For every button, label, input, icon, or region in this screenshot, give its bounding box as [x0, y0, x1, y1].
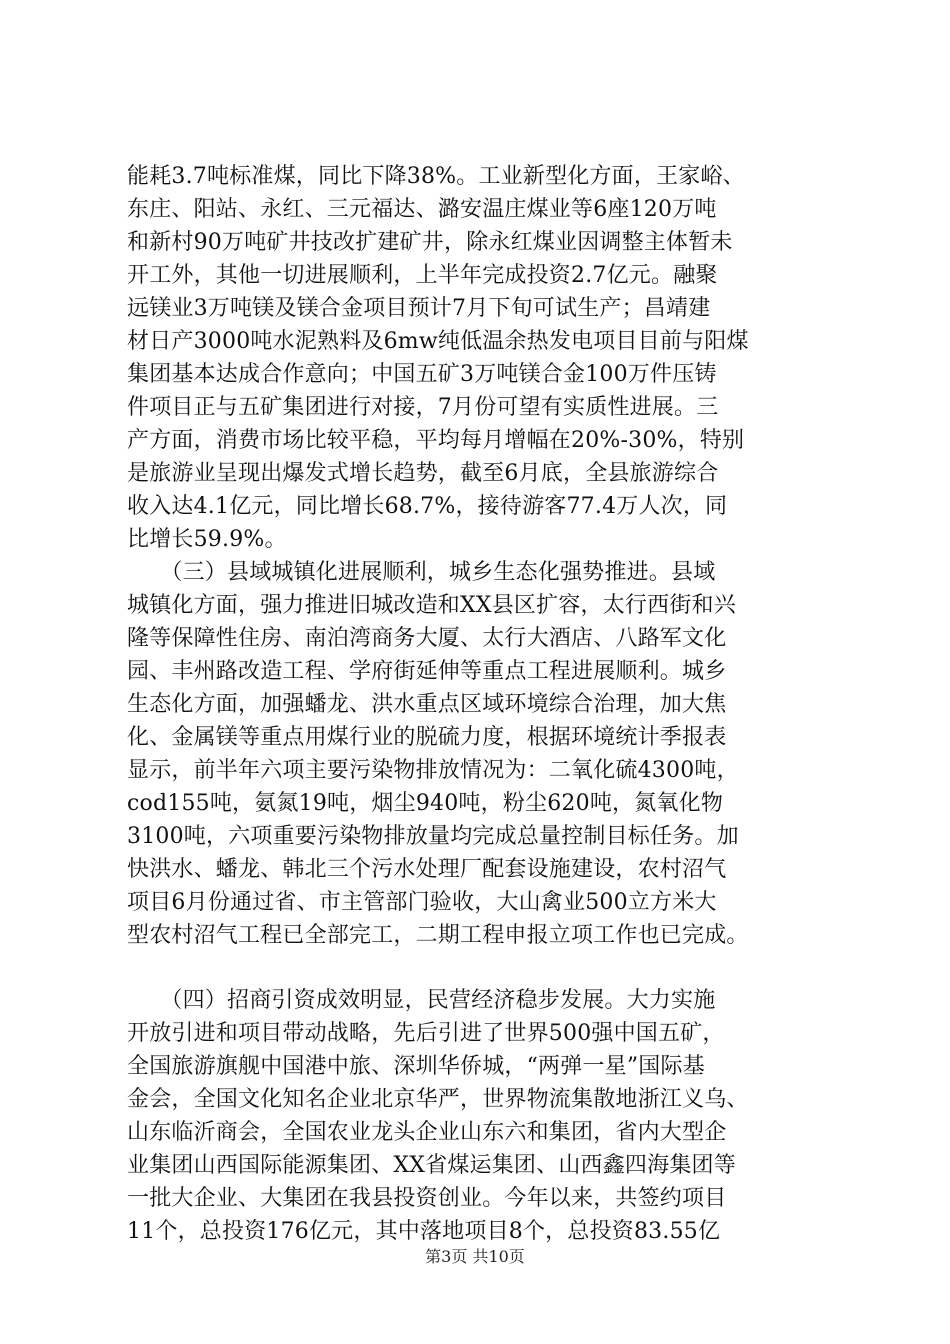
- text-line: 快洪水、蟠龙、韩北三个污水处理厂配套设施建设，农村沼气: [127, 857, 727, 882]
- text-line: 和新村90万吨矿井技改扩建矿井，除永红煤业因调整主体暂未: [127, 230, 733, 255]
- text-line: （三）县域城镇化进展顺利，城乡生态化强势推进。县域: [127, 560, 716, 585]
- paragraph-urbanization: [127, 556, 831, 952]
- text-line: 项目6月份通过省、市主管部门验收，大山禽业500立方米大: [127, 890, 717, 915]
- text-line: 化、金属镁等重点用煤行业的脱硫力度，根据环境统计季报表: [127, 725, 727, 750]
- text-line: 比增长59.9%。: [127, 527, 287, 552]
- text-line: 隆等保障性住房、南泊湾商务大厦、太行大酒店、八路军文化: [127, 626, 727, 651]
- text-line: 件项目正与五矿集团进行对接，7月份可望有实质性进展。三: [127, 395, 719, 420]
- paragraph-investment: [127, 984, 831, 1248]
- paragraph-industry: [127, 160, 831, 556]
- text-line: 全国旅游旗舰中国港中旅、深圳华侨城，“两弹一星”国际基: [127, 1054, 705, 1079]
- text-line: 能耗3.7吨标准煤，同比下降38%。工业新型化方面，王家峪、: [127, 164, 745, 189]
- paragraph-spacer: [127, 952, 831, 984]
- text-line: 金会，全国文化知名企业北京华严，世界物流集散地浙江义乌、: [127, 1087, 749, 1112]
- text-line: 显示，前半年六项主要污染物排放情况为：二氧化硫4300吨，: [127, 758, 739, 783]
- text-line: 收入达4.1亿元，同比增长68.7%，接待游客77.4万人次，同: [127, 494, 728, 519]
- text-line: 东庄、阳站、永红、三元福达、潞安温庄煤业等6座120万吨: [127, 197, 717, 222]
- text-line: 生态化方面，加强蟠龙、洪水重点区域环境综合治理，加大焦: [127, 692, 727, 717]
- text-line: 山东临沂商会，全国农业龙头企业山东六和集团，省内大型企: [127, 1120, 727, 1145]
- text-line: 集团基本达成合作意向；中国五矿3万吨镁合金100万件压铸: [127, 362, 717, 387]
- text-line: 3100吨，六项重要污染物排放量均完成总量控制目标任务。加: [127, 824, 739, 849]
- text-line: 是旅游业呈现出爆发式增长趋势，截至6月底，全县旅游综合: [127, 461, 719, 486]
- page-number-label: 第3页 共10页: [425, 1247, 525, 1266]
- text-line: 远镁业3万吨镁及镁合金项目预计7月下旬可试生产；昌靖建: [127, 296, 711, 321]
- text-line: （四）招商引资成效明显，民营经济稳步发展。大力实施: [127, 988, 716, 1013]
- document-body: [127, 160, 831, 1248]
- text-line: 11个，总投资176亿元，其中落地项目8个，总投资83.55亿: [127, 1219, 721, 1244]
- text-line: cod155吨，氨氮19吨，烟尘940吨，粉尘620吨，氮氧化物: [127, 791, 724, 816]
- text-line: 城镇化方面，强力推进旧城改造和XX县区扩容，太行西街和兴: [127, 593, 736, 618]
- text-line: 开工外，其他一切进展顺利，上半年完成投资2.7亿元。融聚: [127, 263, 718, 288]
- text-line: 园、丰州路改造工程、学府街延伸等重点工程进展顺利。城乡: [127, 659, 727, 684]
- text-line: 产方面，消费市场比较平稳，平均每月增幅在20%-30%，特别: [127, 428, 745, 453]
- text-line: 型农村沼气工程已全部完工，二期工程申报立项工作也已完成。: [127, 923, 749, 948]
- text-line: 开放引进和项目带动战略，先后引进了世界500强中国五矿，: [127, 1021, 725, 1046]
- text-line: 业集团山西国际能源集团、XX省煤运集团、山西鑫四海集团等: [127, 1153, 736, 1178]
- text-line: 材日产3000吨水泥熟料及6mw纯低温余热发电项目目前与阳煤: [127, 329, 749, 354]
- text-line: 一批大企业、大集团在我县投资创业。今年以来，共签约项目: [127, 1186, 727, 1211]
- page-footer: [0, 1247, 950, 1267]
